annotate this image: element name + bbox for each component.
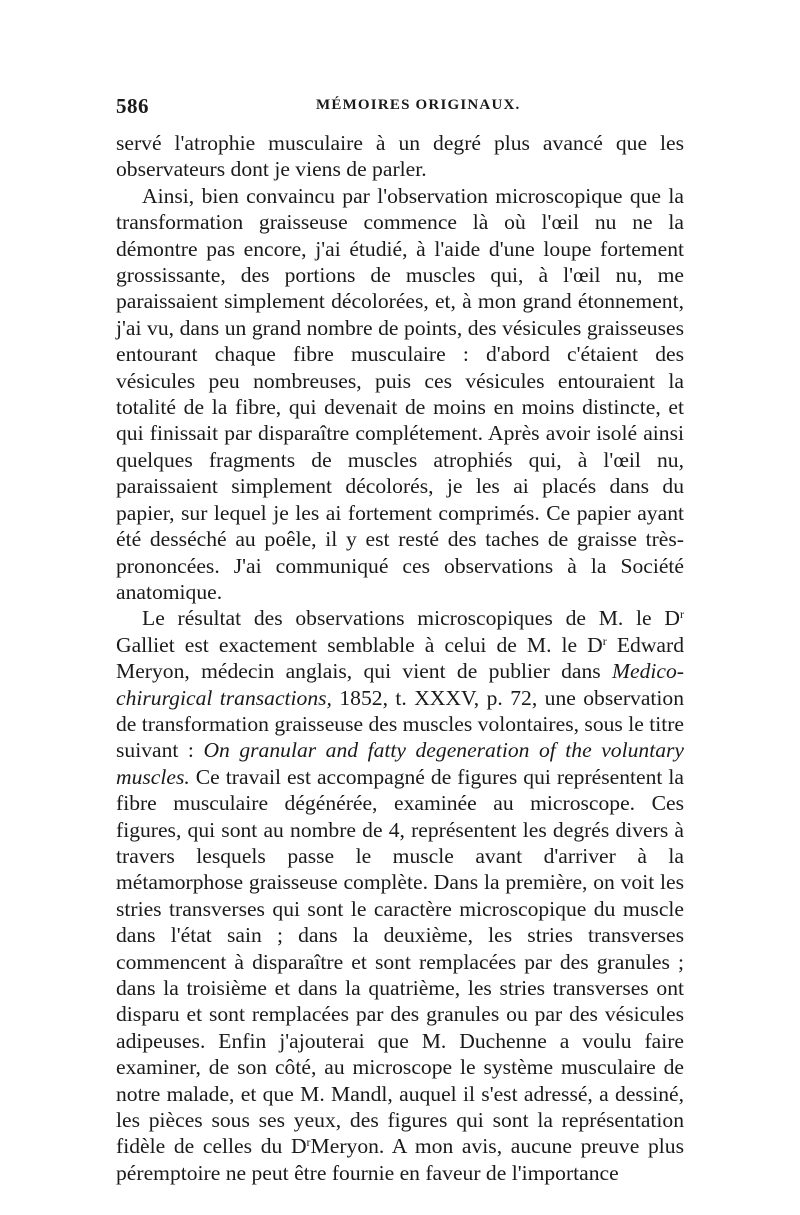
body-text <box>116 130 684 1186</box>
running-title: MÉMOIRES ORIGINAUX. <box>316 97 521 113</box>
paragraph-observation: Ainsi, bien convaincu par l'observation microscopique que la transformation graisseuse commence là où l'œil nu ne la démontre pas encore, j'ai étudié, à l'aide d'une loupe fortement grossissante, des portions de muscles qui, à l'œil nu, me paraissaient simplement décolorées, et, à mon grand étonnement, j'ai vu, dans un grand nombre de points, des vésicules graisseuses entourant chaque fibre musculaire : d'abord c'étaient des vésicules peu nombreuses, puis ces vésicules entouraient la totalité de la fibre, qui devenait de moins en moins distincte, et qui finissait par disparaître complétement. Après avoir isolé ainsi quelques fragments de muscles atrophiés qui, à l'œil nu, paraissaient simplement décolorés, je les ai placés dans du papier, sur lequel je les ai fortement comprimés. Ce papier ayant été desséché au poêle, il y est resté des taches de graisse très-prononcées. J'ai communiqué ces observations à la Société anatomique. <box>116 183 684 604</box>
italic-article-title: On granular and fatty degeneration of the voluntary muscles. <box>116 738 684 789</box>
paragraph-continuation: servé l'atrophie musculaire à un degré plus avancé que les observateurs dont je viens de parler. <box>116 131 684 182</box>
superscript: r <box>602 633 607 648</box>
text-run: Le résultat des observations microscopiques de M. le D <box>142 606 680 631</box>
italic-journal-title: Medico-chirurgical transactions, <box>116 659 684 710</box>
superscript: r <box>680 607 684 622</box>
text-run: Meryon. A mon avis, aucune preuve plus péremptoire ne peut être fournie en faveur de l'importance <box>116 1134 684 1185</box>
text-run: 1852, t. XXXV, p. 72, une observation de transformation graisseuse des muscles volontaires, sous le titre suivant : <box>116 685 684 763</box>
page-number: 586 <box>116 94 149 118</box>
text-run: Galliet est exactement semblable à celui de M. le D <box>116 632 603 657</box>
text-run: Ce travail est accompagné de figures qui représentent la fibre musculaire dégénérée, examinée au microscope. Ces figures, qui sont au nombre de 4, représentent les degrés divers à travers lesquels passe le muscle avant d'arriver à la métamorphose graisseuse complète. Dans la première, on voit les stries transverses qui sont le caractère microscopique du muscle dans l'état sain ; dans la deuxième, les stries transverses commencent à disparaître et sont remplacées par des granules ; dans la troisième et dans la quatrième, les stries transverses ont disparu et sont remplacées par des granules ou par des vésicules adipeuses. Enfin j'ajouterai que M. Duchenne a voulu faire examiner, de son côté, au microscope le système musculaire de notre malade, et que M. Mandl, auquel il s'est adressé, a dessiné, les pièces sous ses yeux, des figures qui sont la représentation fidèle de celles du D <box>116 764 684 1159</box>
text-run: Edward Meryon, médecin anglais, qui vient de publier dans <box>116 632 684 684</box>
superscript: r <box>306 1135 311 1150</box>
paragraph-meryon <box>116 605 684 1186</box>
running-head <box>116 94 684 124</box>
